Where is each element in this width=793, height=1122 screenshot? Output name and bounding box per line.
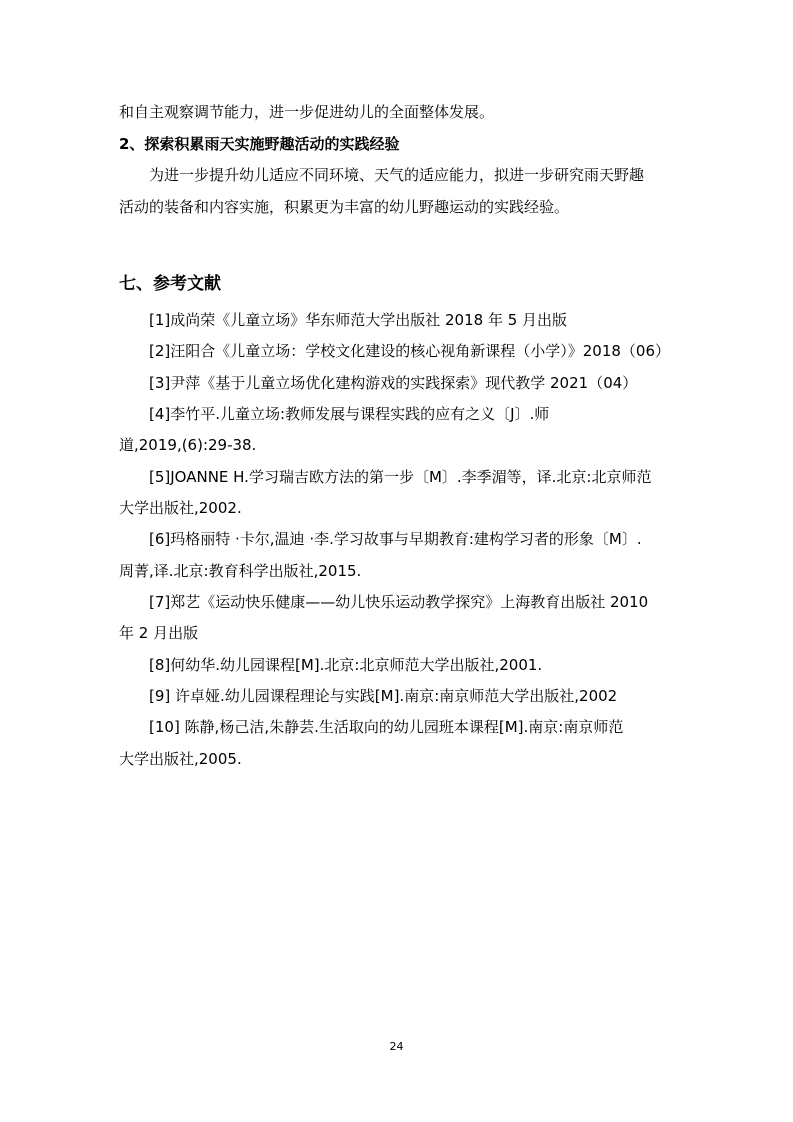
reference-item-5-continuation: 大学出版社,2002.	[119, 499, 242, 517]
reference-item-2: [2]汪阳合《儿童立场：学校文化建设的核心视角新课程（小学）》2018（06）	[149, 342, 671, 360]
reference-item-8: [8]何幼华.幼儿园课程[M].北京:北京师范大学出版社,2001.	[149, 656, 543, 674]
reference-item-9: [9] 许卓娅.幼儿园课程理论与实践[M].南京:南京师范大学出版社,2002	[149, 687, 618, 705]
section-heading: 七、参考文献	[119, 274, 221, 294]
paragraph-line: 活动的装备和内容实施，积累更为丰富的幼儿野趣运动的实践经验。	[119, 198, 570, 216]
subheading: 2、探索积累雨天实施野趣活动的实践经验	[119, 135, 400, 153]
page-number: 24	[389, 1040, 404, 1053]
reference-item-10: [10] 陈静,杨己洁,朱静芸.生活取向的幼儿园班本课程[M].南京:南京师范	[149, 718, 624, 736]
reference-item-6: [6]玛格丽特 ·卡尔,温迪 ·李.学习故事与早期教育:建构学习者的形象〔M〕.	[149, 530, 642, 548]
reference-item-7-continuation: 年 2 月出版	[119, 624, 199, 642]
reference-item-4-continuation: 道,2019,(6):29-38.	[119, 436, 257, 454]
reference-item-1: [1]成尚荣《儿童立场》华东师范大学出版社 2018 年 5 月出版	[149, 311, 568, 329]
reference-item-6-continuation: 周菁,译.北京:教育科学出版社,2015.	[119, 562, 362, 580]
reference-item-5: [5]JOANNE H.学习瑞吉欧方法的第一步〔M〕.李季湄等，译.北京:北京师范	[149, 468, 652, 486]
reference-item-10-continuation: 大学出版社,2005.	[119, 750, 242, 768]
body-text-line: 和自主观察调节能力，进一步促进幼儿的全面整体发展。	[119, 103, 495, 121]
reference-item-7: [7]郑艺《运动快乐健康——幼儿快乐运动教学探究》上海教育出版社 2010	[149, 593, 649, 611]
reference-item-3: [3]尹萍《基于儿童立场优化建构游戏的实践探索》现代教学 2021（04）	[149, 374, 638, 392]
reference-item-4: [4]李竹平.儿童立场:教师发展与课程实践的应有之义〔J〕.师	[149, 405, 550, 423]
paragraph-line: 为进一步提升幼儿适应不同环境、天气的适应能力，拟进一步研究雨天野趣	[149, 166, 645, 184]
